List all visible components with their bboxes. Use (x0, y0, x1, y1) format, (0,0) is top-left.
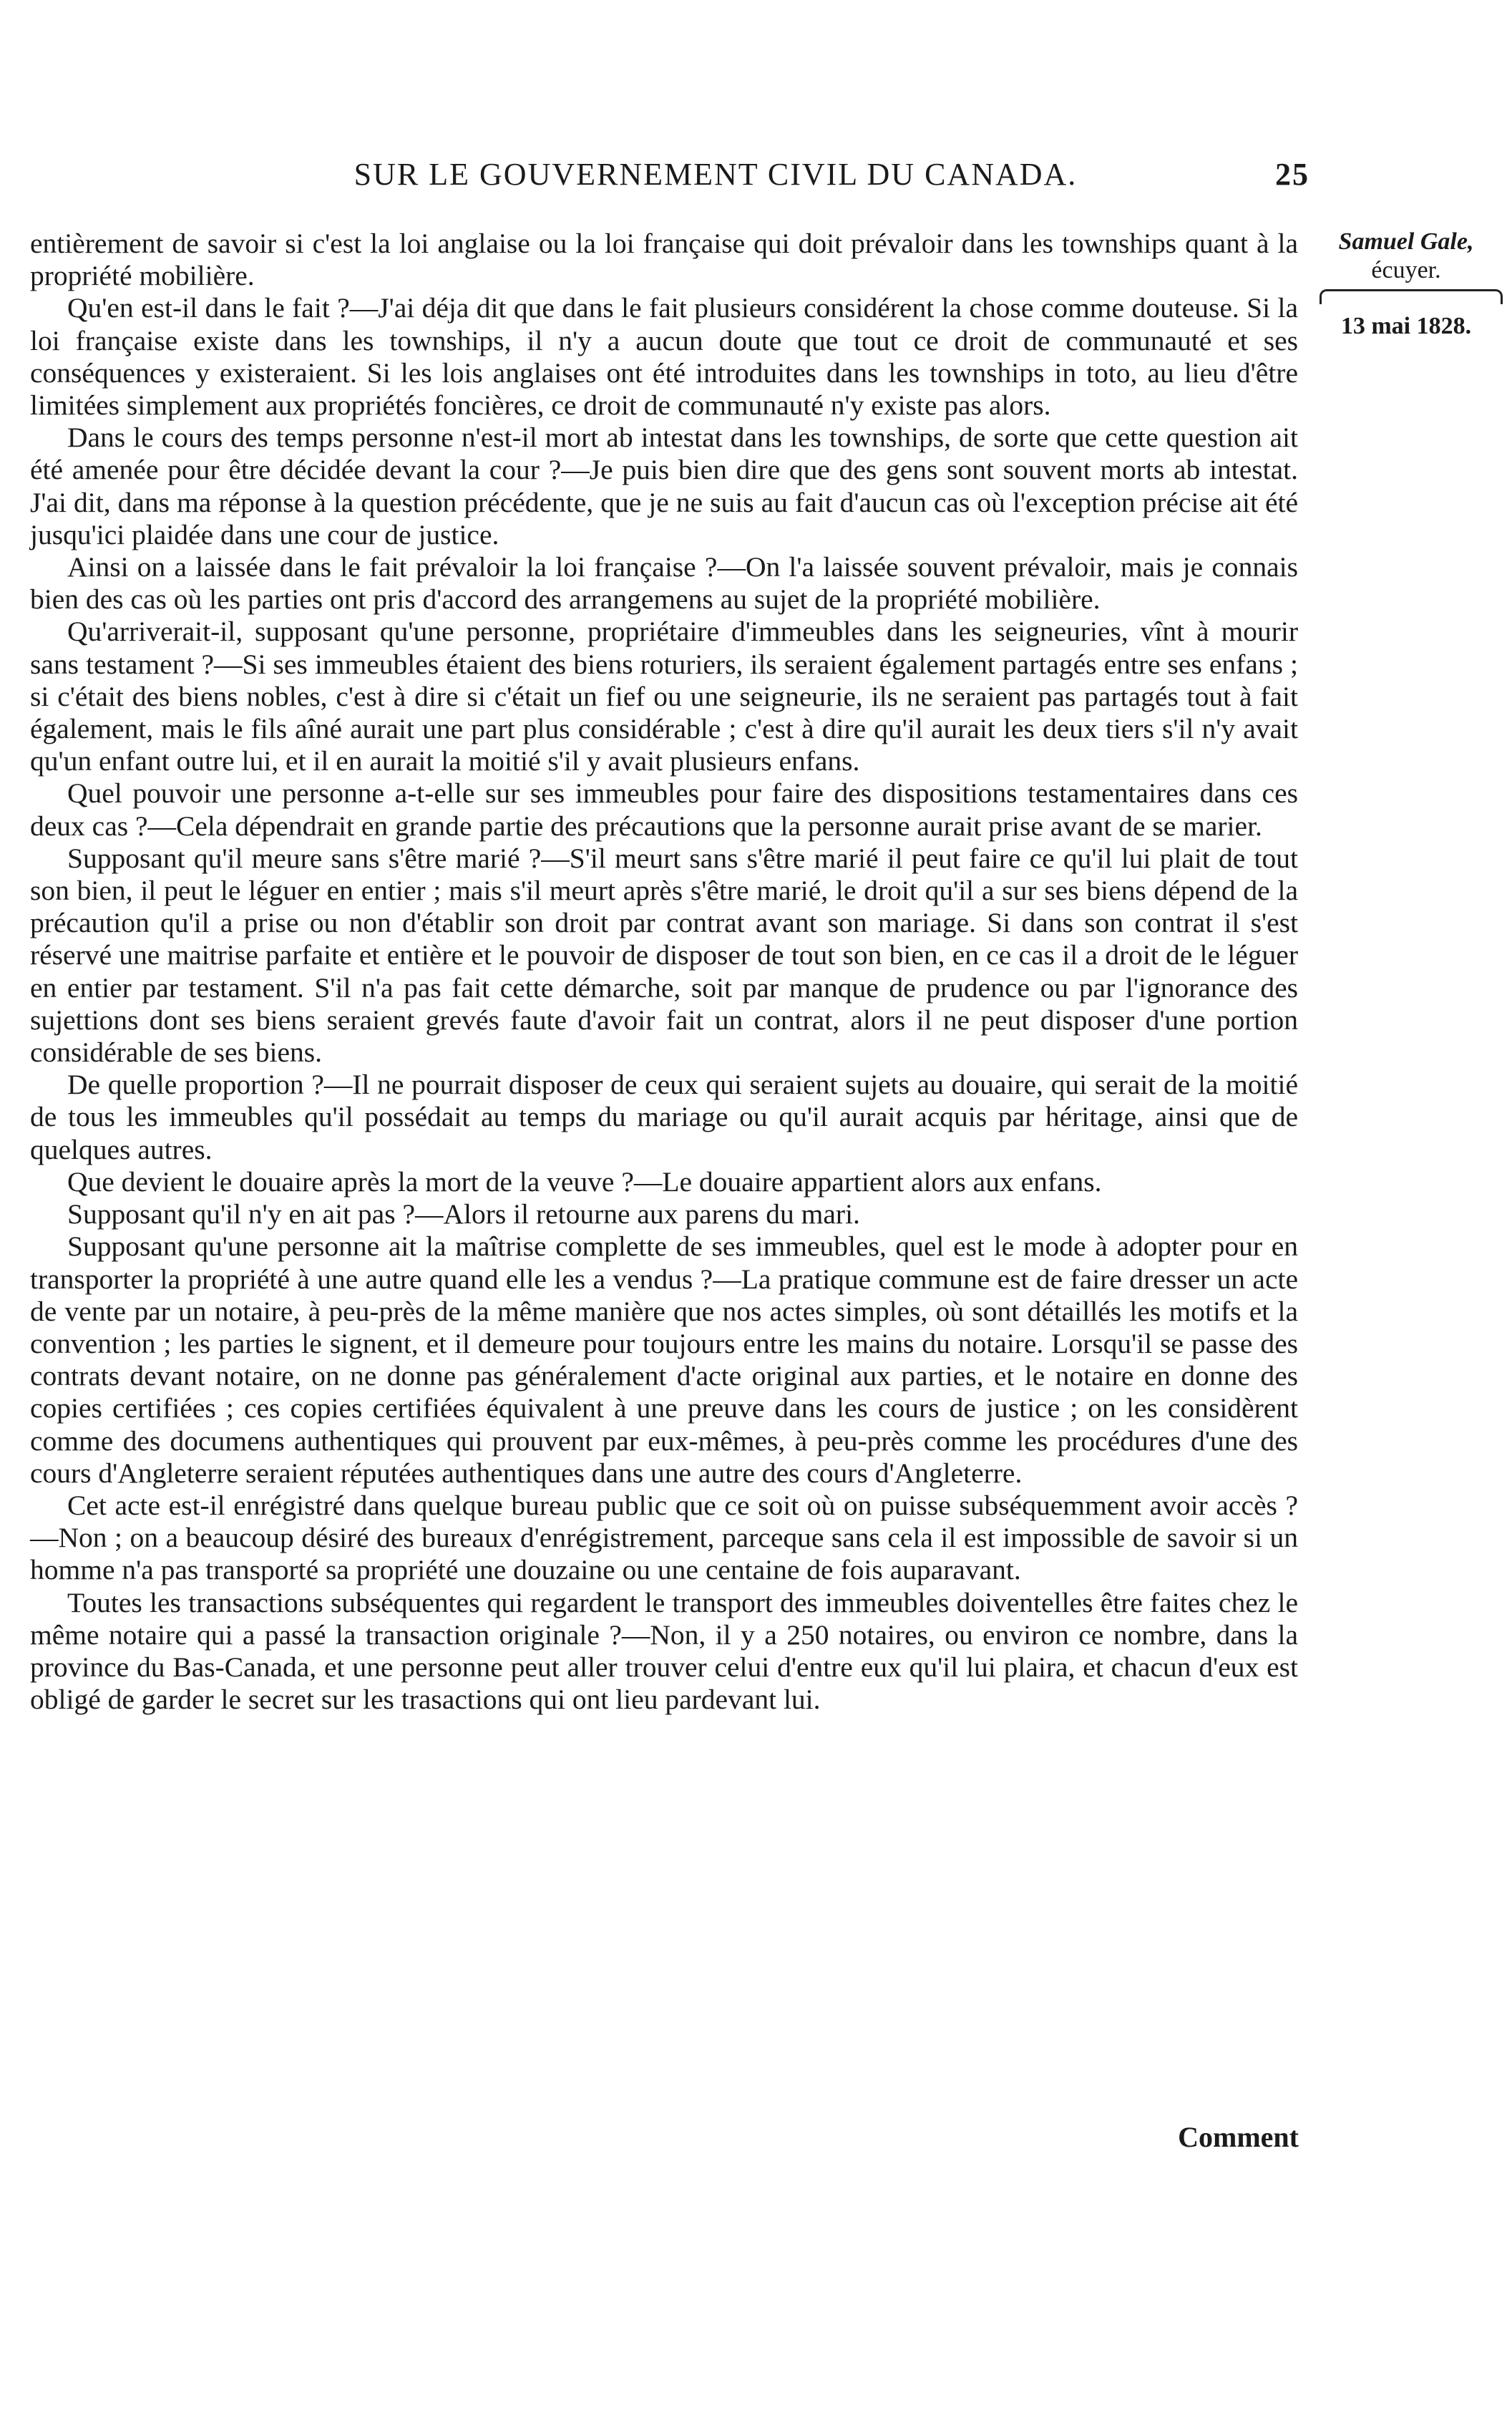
paragraph-9: Que devient le douaire après la mort de la veuve ?—Le douaire appartient alors aux enfans. (67, 1165, 1102, 1198)
running-title: SUR LE GOUVERNEMENT CIVIL DU CANADA. (353, 157, 1078, 192)
paragraph-3: Dans le cours des temps personne n'est-il mort ab intestat dans les townships, de sorte que cette question ait été amenée pour être décidée devant la cour ?—Je puis bien dire que des gens sont souvent morts ab intestat. J'ai dit, dans ma réponse à la question précédente, que je ne suis au fait d'aucun cas où l'exception précise ait été jusqu'ici plaidée dans une cour de justice. (30, 422, 1298, 550)
paragraph-6: Quel pouvoir une personne a-t-elle sur ses immeubles pour faire des dispositions testamentaires dans ces deux cas ?—Cela dépendrait en grande partie des précautions que la personne aurait prise avant de se marier. (30, 777, 1298, 842)
paragraph-1: entièrement de savoir si c'est la loi anglaise ou la loi française qui doit prévaloir dans les townships quant à la propriété mobilière. (30, 228, 1298, 292)
margin-witness-name: Samuel Gale, (1338, 228, 1474, 255)
body-text (30, 228, 1298, 1716)
paragraph-7: Supposant qu'il meure sans s'être marié ?—S'il meurt sans s'être marié il peut faire ce qu'il lui plait de tout son bien, il peut le léguer en entier ; mais s'il meurt après s'être marié, le droit qu'il a sur ses biens dépend de la précaution qu'il a prise ou non d'établir son droit par contrat avant son mariage. Si dans son contrat il s'est réservé une maitrise parfaite et entière et le pouvoir de disposer de tout son bien, en ce cas il a droit de le léguer en entier par testament. S'il n'a pas fait cette démarche, soit par manque de prudence ou par l'ignorance des sujettions dont ses biens seraient grevés faute d'avoir fait un contrat, alors il ne peut disposer d'une portion considérable de ses biens. (30, 842, 1298, 1069)
paragraph-4: Ainsi on a laissée dans le fait prévaloir la loi française ?—On l'a laissée souvent prévaloir, mais je connais bien des cas où les parties ont pris d'accord des arrangemens au sujet de la propriété mobilière. (30, 551, 1298, 616)
paragraph-11: Supposant qu'une personne ait la maîtrise complette de ses immeubles, quel est le mode à adopter pour en transporter la propriété à une autre quand elle les a vendus ?—La pratique commune est de faire dresser un acte de vente par un notaire, à peu-près de la même manière que nos actes simples, où sont détaillés les motifs et la convention ; les parties le signent, et il demeure pour toujours entre les mains du notaire. Lorsqu'il se passe des contrats devant notaire, on ne donne pas généralement d'acte original aux parties, et le notaire en donne des copies certifiées ; ces copies certifiées équivalent à une preuve dans les cours de justice ; on les considèrent comme des documens authentiques qui prouvent par eux-mêmes, à peu-près comme les procédures d'une des cours d'Angleterre seraient réputées authentiques dans une autre des cours d'Angleterre. (30, 1230, 1298, 1489)
page-number: 25 (1275, 157, 1309, 192)
paragraph-2: Qu'en est-il dans le fait ?—J'ai déja dit que dans le fait plusieurs considérent la chose comme douteuse. Si la loi française existe dans les townships, il n'y a aucun doute que tout ce droit de communauté et ses conséquences y existeraient. Si les lois anglaises ont été introduites dans les townships in toto, au lieu d'être limitées simplement aux propriétés foncières, ce droit de communauté n'y existe pas alors. (30, 292, 1298, 422)
margin-date: 13 mai 1828. (1340, 313, 1472, 339)
margin-note (1309, 228, 1503, 339)
paragraph-13: Toutes les transactions subséquentes qui regardent le transport des immeubles doiventelles être faites chez le même notaire qui a passé la transaction originale ?—Non, il y a 250 notaires, ou environ ce nombre, dans la province du Bas-Canada, et une personne peut aller trouver celui d'entre eux qu'il lui plaira, et chacun d'eux est obligé de garder le secret sur les trasactions qui ont lieu pardevant lui. (30, 1586, 1298, 1716)
paragraph-10: Supposant qu'il n'y en ait pas ?—Alors il retourne aux parens du mari. (67, 1198, 860, 1230)
paragraph-8: De quelle proportion ?—Il ne pourrait disposer de ceux qui seraient sujets au douaire, qui serait de la moitié de tous les immeubles qu'il possédait au temps du mariage ou qu'il aurait acquis par héritage, ainsi que de quelques autres. (30, 1069, 1298, 1165)
paragraph-5: Qu'arriverait-il, supposant qu'une personne, propriétaire d'immeubles dans les seigneuries, vînt à mourir sans testament ?—Si ses immeubles étaient des biens roturiers, ils seraient également partagés entre ses enfans ; si c'était des biens nobles, c'est à dire si c'était un fief ou une seigneurie, ils ne seraient pas partagés tout à fait également, mais le fils aîné aurait une part plus considérable ; c'est à dire qu'il aurait les deux tiers s'il n'y avait qu'un enfant outre lui, et il en aurait la moitié s'il y avait plusieurs enfans. (30, 616, 1298, 777)
margin-witness-rank: écuyer. (1371, 257, 1441, 283)
margin-brace (1320, 289, 1503, 304)
paragraph-12: Cet acte est-il enrégistré dans quelque bureau public que ce soit où on puisse subséquemment avoir accès ?—Non ; on a beaucoup désiré des bureaux d'enrégistrement, parceque sans cela il est impossible de savoir si un homme n'a pas transporté sa propriété une douzaine ou une centaine de fois auparavant. (30, 1489, 1298, 1586)
catchword: Comment (1178, 2121, 1299, 2153)
